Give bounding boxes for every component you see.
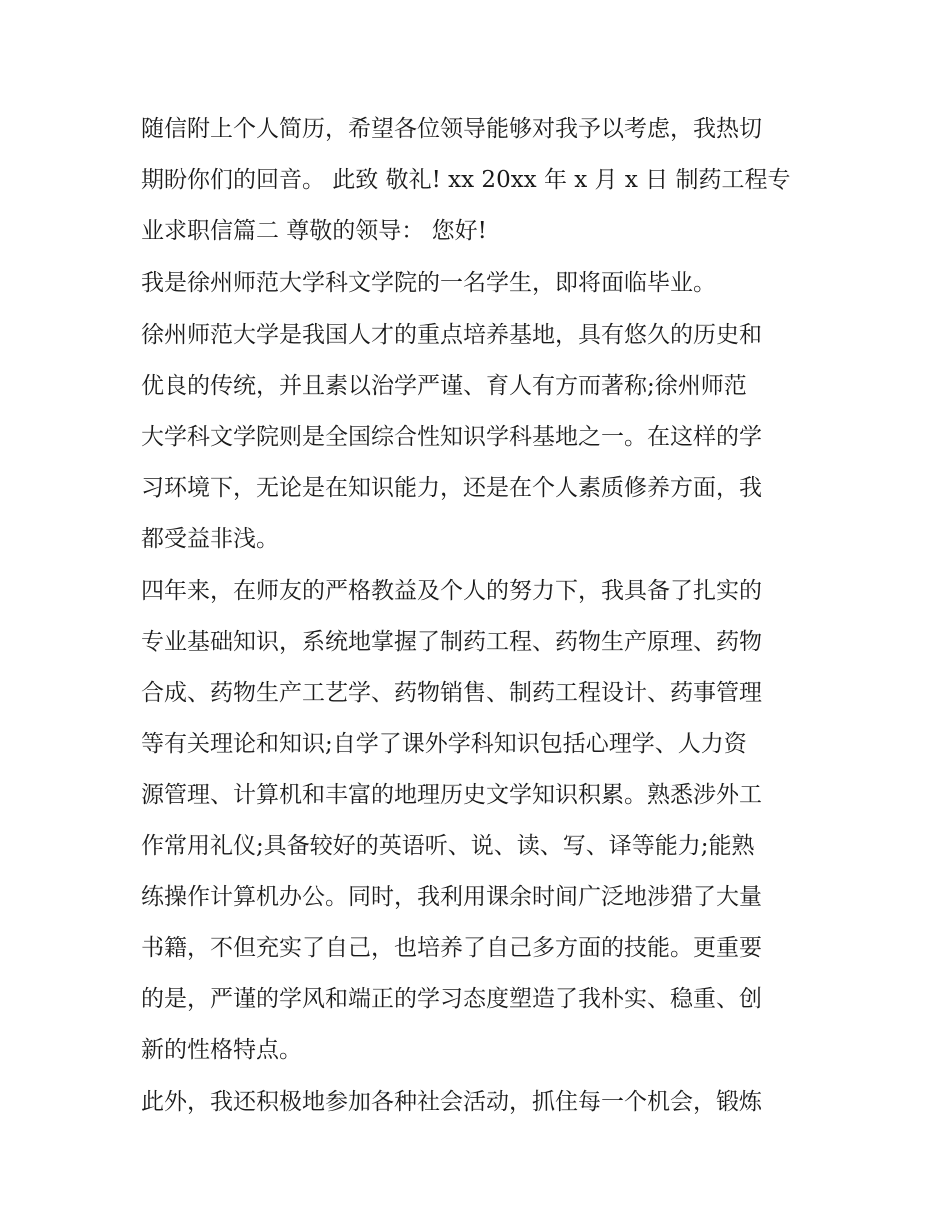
text-line: 我是徐州师范大学科文学院的一名学生，即将面临毕业。	[141, 270, 716, 296]
text-line: 期盼你们的回音。 此致 敬礼! xx 20xx 年 x 月 x 日 制药工程专	[141, 167, 791, 193]
paragraph-activities	[141, 1077, 816, 1128]
text-line: 优良的传统，并且素以治学严谨、育人有方而著称;徐州师范	[141, 373, 747, 399]
text-line: 的是，严谨的学风和端正的学习态度塑造了我朴实、稳重、创	[141, 986, 762, 1012]
text-line: 四年来，在师友的严格教益及个人的努力下，我具备了扎实的	[141, 578, 762, 604]
text-line: 随信附上个人简历，希望各位领导能够对我予以考虑，我热切	[141, 116, 762, 142]
text-line: 此外，我还积极地参加各种社会活动，抓住每一个机会，锻炼	[141, 1089, 762, 1115]
paragraph-intro	[141, 258, 816, 309]
paragraph-closing	[141, 104, 816, 257]
text-line: 书籍，不但充实了自己，也培养了自己多方面的技能。更重要	[141, 935, 762, 961]
text-line: 习环境下，无论是在知识能力，还是在个人素质修养方面，我	[141, 475, 762, 501]
text-line: 大学科文学院则是全国综合性知识学科基地之一。在这样的学	[141, 424, 762, 450]
text-line: 都受益非浅。	[141, 526, 279, 552]
text-line: 新的性格特点。	[141, 1037, 302, 1063]
text-line: 练操作计算机办公。同时，我利用课余时间广泛地涉猎了大量	[141, 884, 762, 910]
document-body	[141, 104, 816, 1128]
text-line: 业求职信篇二 尊敬的领导： 您好!	[141, 218, 487, 244]
text-line: 作常用礼仪;具备较好的英语听、说、读、写、译等能力;能熟	[141, 833, 755, 859]
paragraph-skills	[141, 566, 816, 1076]
text-line: 等有关理论和知识;自学了课外学科知识包括心理学、人力资	[141, 731, 747, 757]
paragraph-university	[141, 310, 816, 565]
text-line: 徐州师范大学是我国人才的重点培养基地，具有悠久的历史和	[141, 322, 762, 348]
text-line: 合成、药物生产工艺学、药物销售、制药工程设计、药事管理	[141, 680, 762, 706]
text-line: 专业基础知识，系统地掌握了制药工程、药物生产原理、药物	[141, 629, 762, 655]
text-line: 源管理、计算机和丰富的地理历史文学知识积累。熟悉涉外工	[141, 782, 762, 808]
